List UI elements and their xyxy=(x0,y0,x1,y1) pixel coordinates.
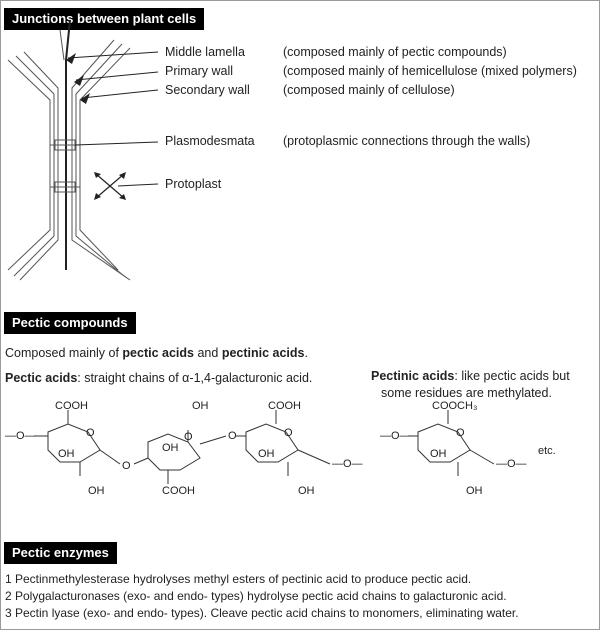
ring-oxygen-3: O xyxy=(284,427,293,439)
oh-label-7: OH xyxy=(430,448,447,460)
glycosidic-o-1: O xyxy=(122,460,131,472)
methyl-ester-label: COOCH₃ xyxy=(432,400,478,412)
label-plasmodesmata: Plasmodesmata xyxy=(165,134,255,148)
desc-middle-lamella: (composed mainly of pectic compounds) xyxy=(283,45,507,59)
cooh-label-3: COOH xyxy=(268,400,301,412)
oh-label-2: OH xyxy=(88,485,105,497)
label-secondary-wall: Secondary wall xyxy=(165,83,250,97)
desc-secondary-wall: (composed mainly of cellulose) xyxy=(283,83,455,97)
desc-plasmodesmata: (protoplasmic connections through the walls) xyxy=(283,134,531,148)
ring-oxygen-4: O xyxy=(456,427,465,439)
cooh-label-1: COOH xyxy=(55,400,88,412)
pectinic-acids-def-line1: Pectinic acids: like pectic acids but xyxy=(371,369,570,383)
enzyme-item-2: 2 Polygalacturonases (exo- and endo- types) hydrolyse pectic acid chains to galacturonic acid. xyxy=(5,589,507,603)
enzyme-item-1: 1 Pectinmethylesterase hydrolyses methyl esters of pectinic acid to produce pectic acid. xyxy=(5,572,472,586)
chain-end-bond: —O— xyxy=(332,458,363,470)
pectinic-acids-def-line2: some residues are methylated. xyxy=(381,386,552,400)
ring-oxygen-1: O xyxy=(86,427,95,439)
section-title-pectic-enzymes: Pectic enzymes xyxy=(4,542,117,564)
section-title-pectic-compounds: Pectic compounds xyxy=(4,312,136,334)
pectinic-start-bond: —O— xyxy=(380,430,411,442)
oh-label-4: OH xyxy=(162,442,179,454)
pectic-intro: Composed mainly of pectic acids and pectinic acids. xyxy=(5,346,308,360)
ring-oxygen-2: O xyxy=(184,431,193,443)
oh-label-5: OH xyxy=(258,448,275,460)
oh-label-8: OH xyxy=(466,485,483,497)
enzyme-item-3: 3 Pectin lyase (exo- and endo- types). Cleave pectic acid chains to monomers, eliminating water. xyxy=(5,606,519,620)
label-protoplast: Protoplast xyxy=(165,177,222,191)
label-primary-wall: Primary wall xyxy=(165,64,234,78)
chain-start-bond: —O— xyxy=(5,430,36,442)
pectinic-end-bond: —O— xyxy=(496,458,527,470)
oh-label-3: OH xyxy=(192,400,209,412)
desc-primary-wall: (composed mainly of hemicellulose (mixed polymers) xyxy=(283,64,577,78)
oh-label-1: OH xyxy=(58,448,75,460)
cooh-label-2: COOH xyxy=(162,485,195,497)
pectic-acids-def: Pectic acids: straight chains of α-1,4-galacturonic acid. xyxy=(5,371,313,385)
glycosidic-o-2: O xyxy=(228,430,237,442)
label-middle-lamella: Middle lamella xyxy=(165,45,245,59)
etc-label: etc. xyxy=(538,445,556,457)
oh-label-6: OH xyxy=(298,485,315,497)
section-title-junctions: Junctions between plant cells xyxy=(4,8,204,30)
